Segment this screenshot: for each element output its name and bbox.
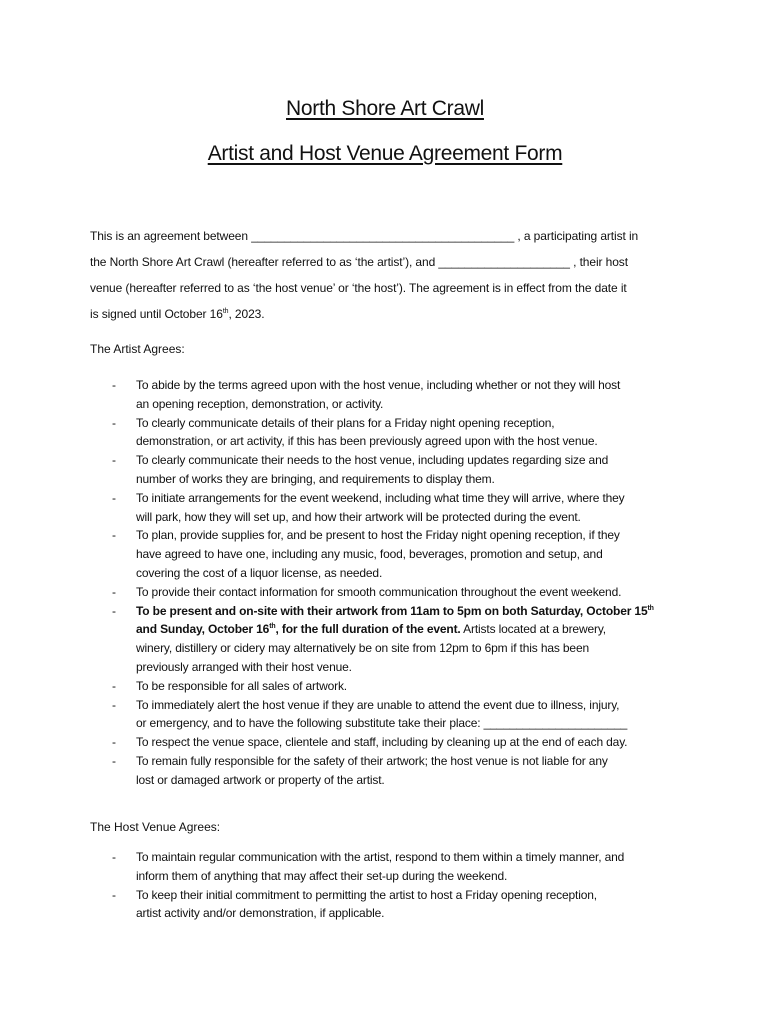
artist-agrees-heading: The Artist Agrees: [90, 342, 185, 356]
list-item: - To be responsible for all sales of artwork. [90, 677, 690, 696]
bullet-dash: - [112, 753, 116, 768]
list-item: - To initiate arrangements for the event weekend, including what time they will arrive, where they will park, how they will set up, and how their artwork will be protected during the event. [112, 490, 625, 524]
bullet-dash: - [112, 735, 116, 750]
bullet-dash: - [112, 490, 116, 505]
bullet-dash: - [112, 453, 116, 468]
list-item: - To keep their initial commitment to permitting the artist to host a Friday opening reception, artist activity and/or demonstration, if applicable. [112, 887, 597, 921]
bullet-dash: - [112, 678, 116, 693]
substitute-blank-line[interactable]: or emergency, and to have the following substitute take their place: ______________________ [136, 716, 628, 731]
list-item: - To clearly communicate their needs to the host venue, including updates regarding size and number of works they are bringing, and requirements to display them. [112, 453, 609, 486]
list-item: - To provide their contact information for smooth communication throughout the event weekend. [90, 583, 690, 602]
intro-line-3: venue (hereafter referred to as ‘the host venue’ or ‘the host’). The agreement is in effect from the date it [90, 281, 627, 295]
list-item: - To respect the venue space, clientele and staff, including by cleaning up at the end of each day. [90, 733, 690, 752]
host-agrees-list [90, 848, 690, 923]
bullet-dash: - [112, 415, 116, 430]
artist-agrees-list [90, 376, 690, 790]
intro-line-1: This is an agreement between ________________________________________ , a participating artist in [90, 229, 639, 243]
intro-line-4: is signed until October 16th, 2023. [90, 307, 265, 321]
document-title: North Shore Art Crawl [286, 97, 484, 120]
host-agrees-heading: The Host Venue Agrees: [90, 820, 221, 834]
intro-line-2: the North Shore Art Crawl (hereafter referred to as ‘the artist’), and ____________________ , their host [90, 255, 628, 269]
artist-name-blank[interactable]: ________________________________________ [251, 229, 515, 243]
list-item: - To clearly communicate details of their plans for a Friday night opening reception, demonstration, or art activity, if this has been previously agreed upon with the host venue. [112, 415, 598, 449]
list-item-bold: - To be present and on-site with their artwork from 11am to 5pm on both Saturday, October 15th and Sunday, October 16th, for the full duration of the event. Artists located at a brewery, winery, distillery or cidery may alternatively be on site from 12pm to 6pm if this has been previously arranged with their host venue. [112, 603, 654, 674]
list-item: - To remain fully responsible for the safety of their artwork; the host venue is not liable for any lost or damaged artwork or property of the artist. [112, 753, 608, 787]
bullet-dash: - [112, 697, 116, 712]
bullet-dash: - [112, 584, 116, 599]
bullet-dash: - [112, 603, 116, 618]
list-item: - To immediately alert the host venue if they are unable to attend the event due to illness, injury, or emergency, and to have the following substitute take their place: ______________________ [90, 696, 690, 734]
list-item: - To abide by the terms agreed upon with the host venue, including whether or not they will host an opening reception, demonstration, or activity. [112, 378, 621, 411]
list-item: - To maintain regular communication with the artist, respond to them within a timely manner, and inform them of anything that may affect their set-up during the weekend. [112, 850, 625, 883]
bullet-dash: - [112, 887, 116, 902]
list-item: - To plan, provide supplies for, and be present to host the Friday night opening reception, if they have agreed to have one, including any music, food, beverages, promotion and setup, and covering the cost of a liquor license, as needed. [112, 528, 620, 580]
host-name-blank[interactable]: ____________________ [438, 255, 570, 269]
bullet-dash: - [112, 850, 116, 864]
intro-paragraph [90, 223, 690, 327]
bullet-dash: - [112, 528, 116, 543]
document-subtitle: Artist and Host Venue Agreement Form [207, 142, 563, 165]
bullet-dash: - [112, 378, 116, 392]
